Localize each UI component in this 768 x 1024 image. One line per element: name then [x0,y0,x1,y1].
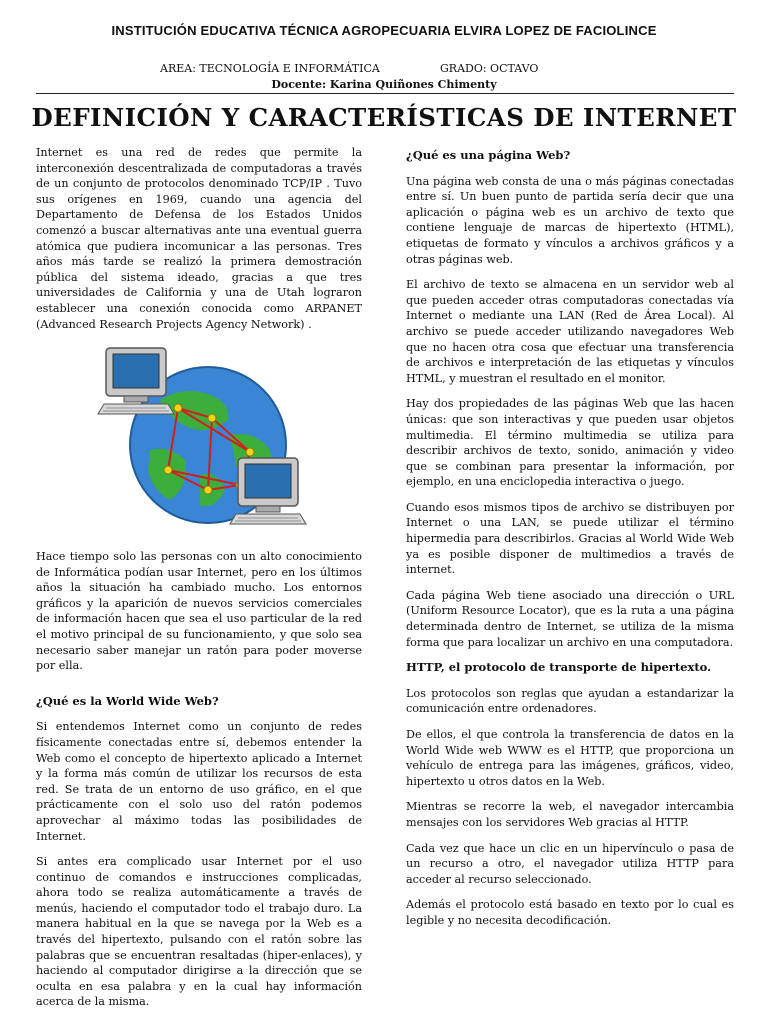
http-paragraph-2: De ellos, el que controla la transferencia de datos en la World Wide web WWW es el HTTP, que proporciona un vehículo de entrega para las imágenes, gráficos, video, hipertexto u otros datos en la Web. [406,728,734,788]
www-paragraph-2: Si antes era complicado usar Internet por el uso continuo de comandos e instrucciones complicadas, ahora todo se realiza automáticamente a través de menús, haciendo el computador todo el trabajo duro. La manera habitual en la que se navega por la Web es a través del hipertexto, pulsando con el ratón sobre las palabras que se encuentran resaltadas (hiper-enlaces), y haciendo al computador dirigirse a la dirección que se oculta en esa palabra y en la cual hay información acerca de la misma. [36,855,362,1009]
intro-paragraph: Internet es una red de redes que permite la interconexión descentralizada de computadoras a través de un conjunto de protocolos denominado TCP/IP . Tuvo sus orígenes en 1969, cuando una agencia del Departamento de Defensa de los Estados Unidos comenzó a buscar alternativas ante una eventual guerra atómica que pudiera incomunicar a las personas. Tres años más tarde se realizó la primera demostración pública del sistema ideado, gracias a que tres universidades de California y una de Utah lograron establecer una conexión conocida como ARPANET (Advanced Research Projects Agency Network) . [36,146,362,331]
grade-level: GRADO: OCTAVO [440,62,539,75]
history-paragraph: Hace tiempo solo las personas con un alto conocimiento de Informática podían usar Internet, pero en los últimos años la situación ha cambiado mucho. Los entornos gráficos y la aparición de nuevos servicios comerciales de información hacen que sea el uso particular de la red el motivo principal de su funcionamiento, y que solo sea necesario saber manejar un ratón para poder moverse por ella. [36,550,362,673]
header-divider [36,93,734,94]
http-paragraph-3: Mientras se recorre la web, el navegador intercambia mensajes con los servidores Web gracias al HTTP. [406,800,734,829]
subject-area: AREA: TECNOLOGÍA E INFORMÁTICA [160,62,380,75]
http-paragraph-4: Cada vez que hace un clic en un hipervínculo o pasa de un recurso a otro, el navegador utiliza HTTP para acceder al recurso seleccionado. [406,841,734,886]
teacher-name: Docente: Karina Quiñones Chimenty [271,78,497,91]
right-column [406,148,734,939]
web-page-paragraph-3: Hay dos propiedades de las páginas Web que las hacen únicas: que son interactivas y que pueden usar objetos multimedia. El término multimedia se utiliza para describir archivos de texto, sonido, animación y video que se combinan para presentar la información, por ejemplo, en una enciclopedia interactiva o juego. [406,397,734,489]
left-column-intro [36,145,362,342]
http-paragraph-1: Los protocolos son reglas que ayudan a estandarizar la comunicación entre ordenadores. [406,686,734,716]
http-paragraph-5: Además el protocolo está basado en texto por lo cual es legible y no necesita decodificación. [406,898,734,927]
web-page-paragraph-2: El archivo de texto se almacena en un servidor web al que pueden acceder otras computadoras conectadas vía Internet o mediante una LAN (Red de Área Local). Al archivo se puede acceder utilizando navegadores Web que no hacen otra cosa que efectuar una transferencia de archivos e interpretación de las etiquetas y vínculos HTML, y muestran el resultado en el monitor. [406,278,734,385]
page-title: DEFINICIÓN Y CARACTERÍSTICAS DE INTERNET [31,103,737,132]
web-page-heading: ¿Qué es una página Web? [406,148,571,162]
web-page-paragraph-5: Cada página Web tiene asociado una dirección o URL (Uniform Resource Locator), que es la ruta a una página determinada dentro de Internet, se utiliza de la misma forma que para localizar un archivo en una computadora. [406,588,734,649]
www-paragraph-1: Si entendemos Internet como un conjunto de redes físicamente conectadas entre sí, debemos entender la Web como el concepto de hipertexto aplicado a Internet y la forma más común de utilizar los recursos de esta red. Se trata de un entorno de uso gráfico, en el que prácticamente con el solo uso del ratón podemos aprovechar al máximo todas las posibilidades de Internet. [36,720,362,843]
www-heading: ¿Qué es la World Wide Web? [36,693,219,708]
course-meta [160,62,539,75]
globe-network-computers-icon [90,340,320,535]
school-name: INSTITUCIÓN EDUCATIVA TÉCNICA AGROPECUARIA ELVIRA LOPEZ DE FACIOLINCE [111,23,657,38]
http-heading: HTTP, el protocolo de transporte de hipertexto. [406,660,712,675]
web-page-paragraph-4: Cuando esos mismos tipos de archivo se distribuyen por Internet o una LAN, se puede utilizar el término hipermedia para describirlos. Gracias al World Wide Web ya es posible disponer de multimedios a través de internet. [406,500,734,577]
web-page-paragraph-1: Una página web consta de una o más páginas conectadas entre sí. Un buen punto de partida sería decir que una aplicación o página web es un archivo de texto que contiene lenguaje de marcas de hipertexto (HTML), etiquetas de formato y vínculos a archivos gráficos y a otras páginas web. [406,174,734,266]
left-column-body [36,549,362,1020]
